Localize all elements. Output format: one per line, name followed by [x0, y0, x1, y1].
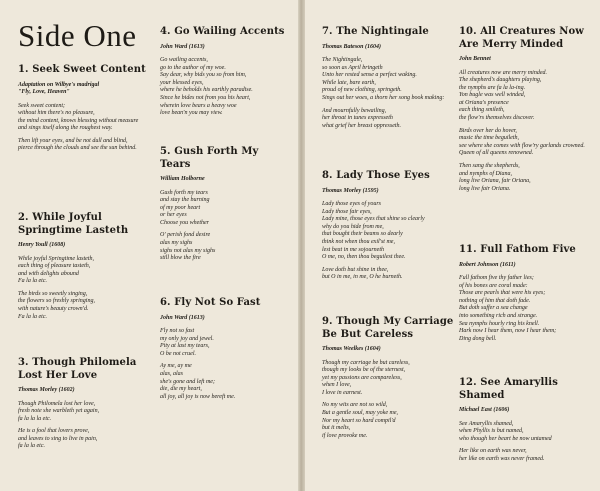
lyric-stanza: Gush forth my tears and stay the burning of my poor heart or her eyes Choose you whether — [160, 189, 210, 226]
booklet-fold — [298, 0, 305, 491]
composer: Michael East (1606) — [459, 407, 510, 413]
song-1 — [18, 64, 146, 158]
lyric-stanza: Seek sweet content; without him there's no pleasure, the mind content, knows blessing without measure and sings itself along the roughest way. — [18, 102, 139, 132]
lyric-stanza: The birds so sweetly singing, the flowers so freshly springing, with nature's beauty crown'd. Fa la la etc. — [18, 290, 95, 320]
lyric-stanza: Fly not so fast my only joy and jewel. Pity at last my tears, O be not cruel. — [160, 328, 214, 357]
lyric-stanza: Her like on earth was never, her like on earth was never framed. — [459, 448, 545, 462]
lyric-stanza: See Amaryllis shamed, when Phyllis is but named, who though her beart be now untamed — [459, 420, 552, 442]
composer: Thomas Weelkes (1604) — [322, 346, 381, 352]
lyric-stanza: O' perish fond desire alas my sighs sighs not alas my sighs still blow the fire — [160, 232, 216, 262]
lyric-stanza: All creatures now are merry minded. The shepherd's daughters playing, the nymphs are fa la la-ing. Yon bugle was well winded, at Oriana's presence each thing smileth, the flow'rs themselves discover. — [459, 69, 547, 122]
song-3 — [18, 357, 138, 456]
composer: Thomas Bateson (1604) — [322, 43, 382, 50]
lyric-stanza: The Nightingale, so soon as April bringeth Unto her rested sense a perfect waking. While late, bare earth, proud of new clothing, springeth. Sings out her woes, a thorn her song book making: — [322, 57, 445, 101]
lyric-stanza: Then lift your eyes, and be not dull and blind, pierce through the clouds and see the sun behind. — [18, 137, 137, 152]
song-title: 11. Full Fathom Five — [459, 244, 576, 255]
song-title: 4. Go Wailing Accents — [160, 26, 285, 37]
lyric-stanza: Full fathom five thy father lies; of his bones are coral made: Those are pearls that were his eyes; nothing of him that doth fade. But doth suffer a sea change into something rich and strange. Sea nymphs hourly ring his knell. Hark now I hear them, now I hear them; Ding dong bell. — [459, 275, 557, 342]
composer: John Bennet — [459, 56, 491, 62]
lyric-stanza: Then sang the shepherds, and nymphs of Diana, long live Oriana, fair Oriana, long live fair Oriana. — [459, 163, 531, 192]
lyric-stanza: Go wailing accents, go to the author of my woe. Say dear, why bids you so from him, your blessed eyes, where he beholds his earthly paradise. Since he bides not from you his heart, wherein love bears a heavy woe love bean'n you may view. — [160, 57, 253, 117]
lyric-stanza: Love doth but shine in thee, but O in me, in me, O he burneth. — [322, 266, 403, 281]
song-title: 5. Gush Forth My Tears — [160, 146, 259, 170]
composer: Adaptation on Wilbye's madrigal "Fly, Love, Heaven" — [18, 81, 100, 95]
song-title: 1. Seek Sweet Content — [18, 64, 146, 75]
song-9 — [322, 316, 454, 445]
song-title: 6. Fly Not So Fast — [160, 297, 261, 308]
song-title: 12. See Amaryllis Shamed — [459, 377, 558, 401]
song-title: 8. Lady Those Eyes — [322, 170, 430, 181]
composer: Thomas Morley (1595) — [322, 187, 379, 194]
song-title: 10. All Creatures Now Are Merry Minded — [459, 26, 584, 50]
lyric-stanza: Though my carriage be but careless, though my looks be of the sternest, yet my passions are compareless, when I love, I love in earnest. — [322, 359, 410, 396]
composer: Henry Youll (1608) — [18, 242, 66, 248]
song-12 — [459, 377, 595, 468]
song-title: 2. While Joyful Springtime Lasteth — [18, 212, 129, 236]
song-title: 3. Though Philomela Lost Her Love — [18, 357, 137, 381]
composer: John Ward (1613) — [160, 43, 205, 50]
lyric-stanza: While joyful Springtime lasteth, each thing of pleasure tasteth, and with delights abound Fa la la etc. — [18, 255, 94, 285]
lyric-stanza: Birds over her do hover, music the time beguileth, see where she comes with flow'ry garlands crowned. Queen of all queens renowned. — [459, 127, 585, 157]
song-title: 7. The Nightingale — [322, 26, 429, 37]
song-10 — [459, 26, 595, 198]
lyric-stanza: Lady those eyes of yours Lady those fair eyes, Lady mine, those eyes that shine so clearly why do you hide from me, that bought their beams so dearly think not when thou exil'st me, lest beat in me sojourneth O me, no, then thou beguilest thee. — [322, 201, 425, 261]
composer: John Ward (1613) — [160, 314, 205, 321]
lyric-stanza: No my wits are not so wild, But a gentle soul, may yoke me, Nor my heart so hard compil'd but it melts, if love provoke me. — [322, 402, 398, 439]
composer: William Holborne — [160, 176, 205, 182]
song-5 — [160, 146, 280, 268]
song-8 — [322, 170, 452, 287]
lyric-stanza: And mournfully bewailing, her throat in tunes expresseth what grief her breast oppresseth. — [322, 107, 402, 129]
song-6 — [160, 297, 292, 406]
composer: Thomas Morley (1602) — [18, 387, 75, 393]
song-title: 9. Though My Carriage Be But Careless — [322, 316, 454, 340]
composer: Robert Johnson (1611) — [459, 261, 516, 268]
song-11 — [459, 244, 595, 348]
lyric-stanza: He is a fool that lovers prove, and leaves to sing to live in pain, fa la la etc. — [18, 428, 98, 450]
song-2 — [18, 212, 138, 326]
song-4 — [160, 26, 292, 123]
lyric-stanza: Ay me, ay me alas, alas she's gone and left me; die, die my heart, all joy, all joy is now bereft me. — [160, 363, 236, 400]
side-title: Side One — [18, 18, 137, 53]
song-7 — [322, 26, 452, 135]
lyric-stanza: Though Philomela lost her love, fresh note she warbleth yet again, fa la la la etc. — [18, 400, 100, 422]
